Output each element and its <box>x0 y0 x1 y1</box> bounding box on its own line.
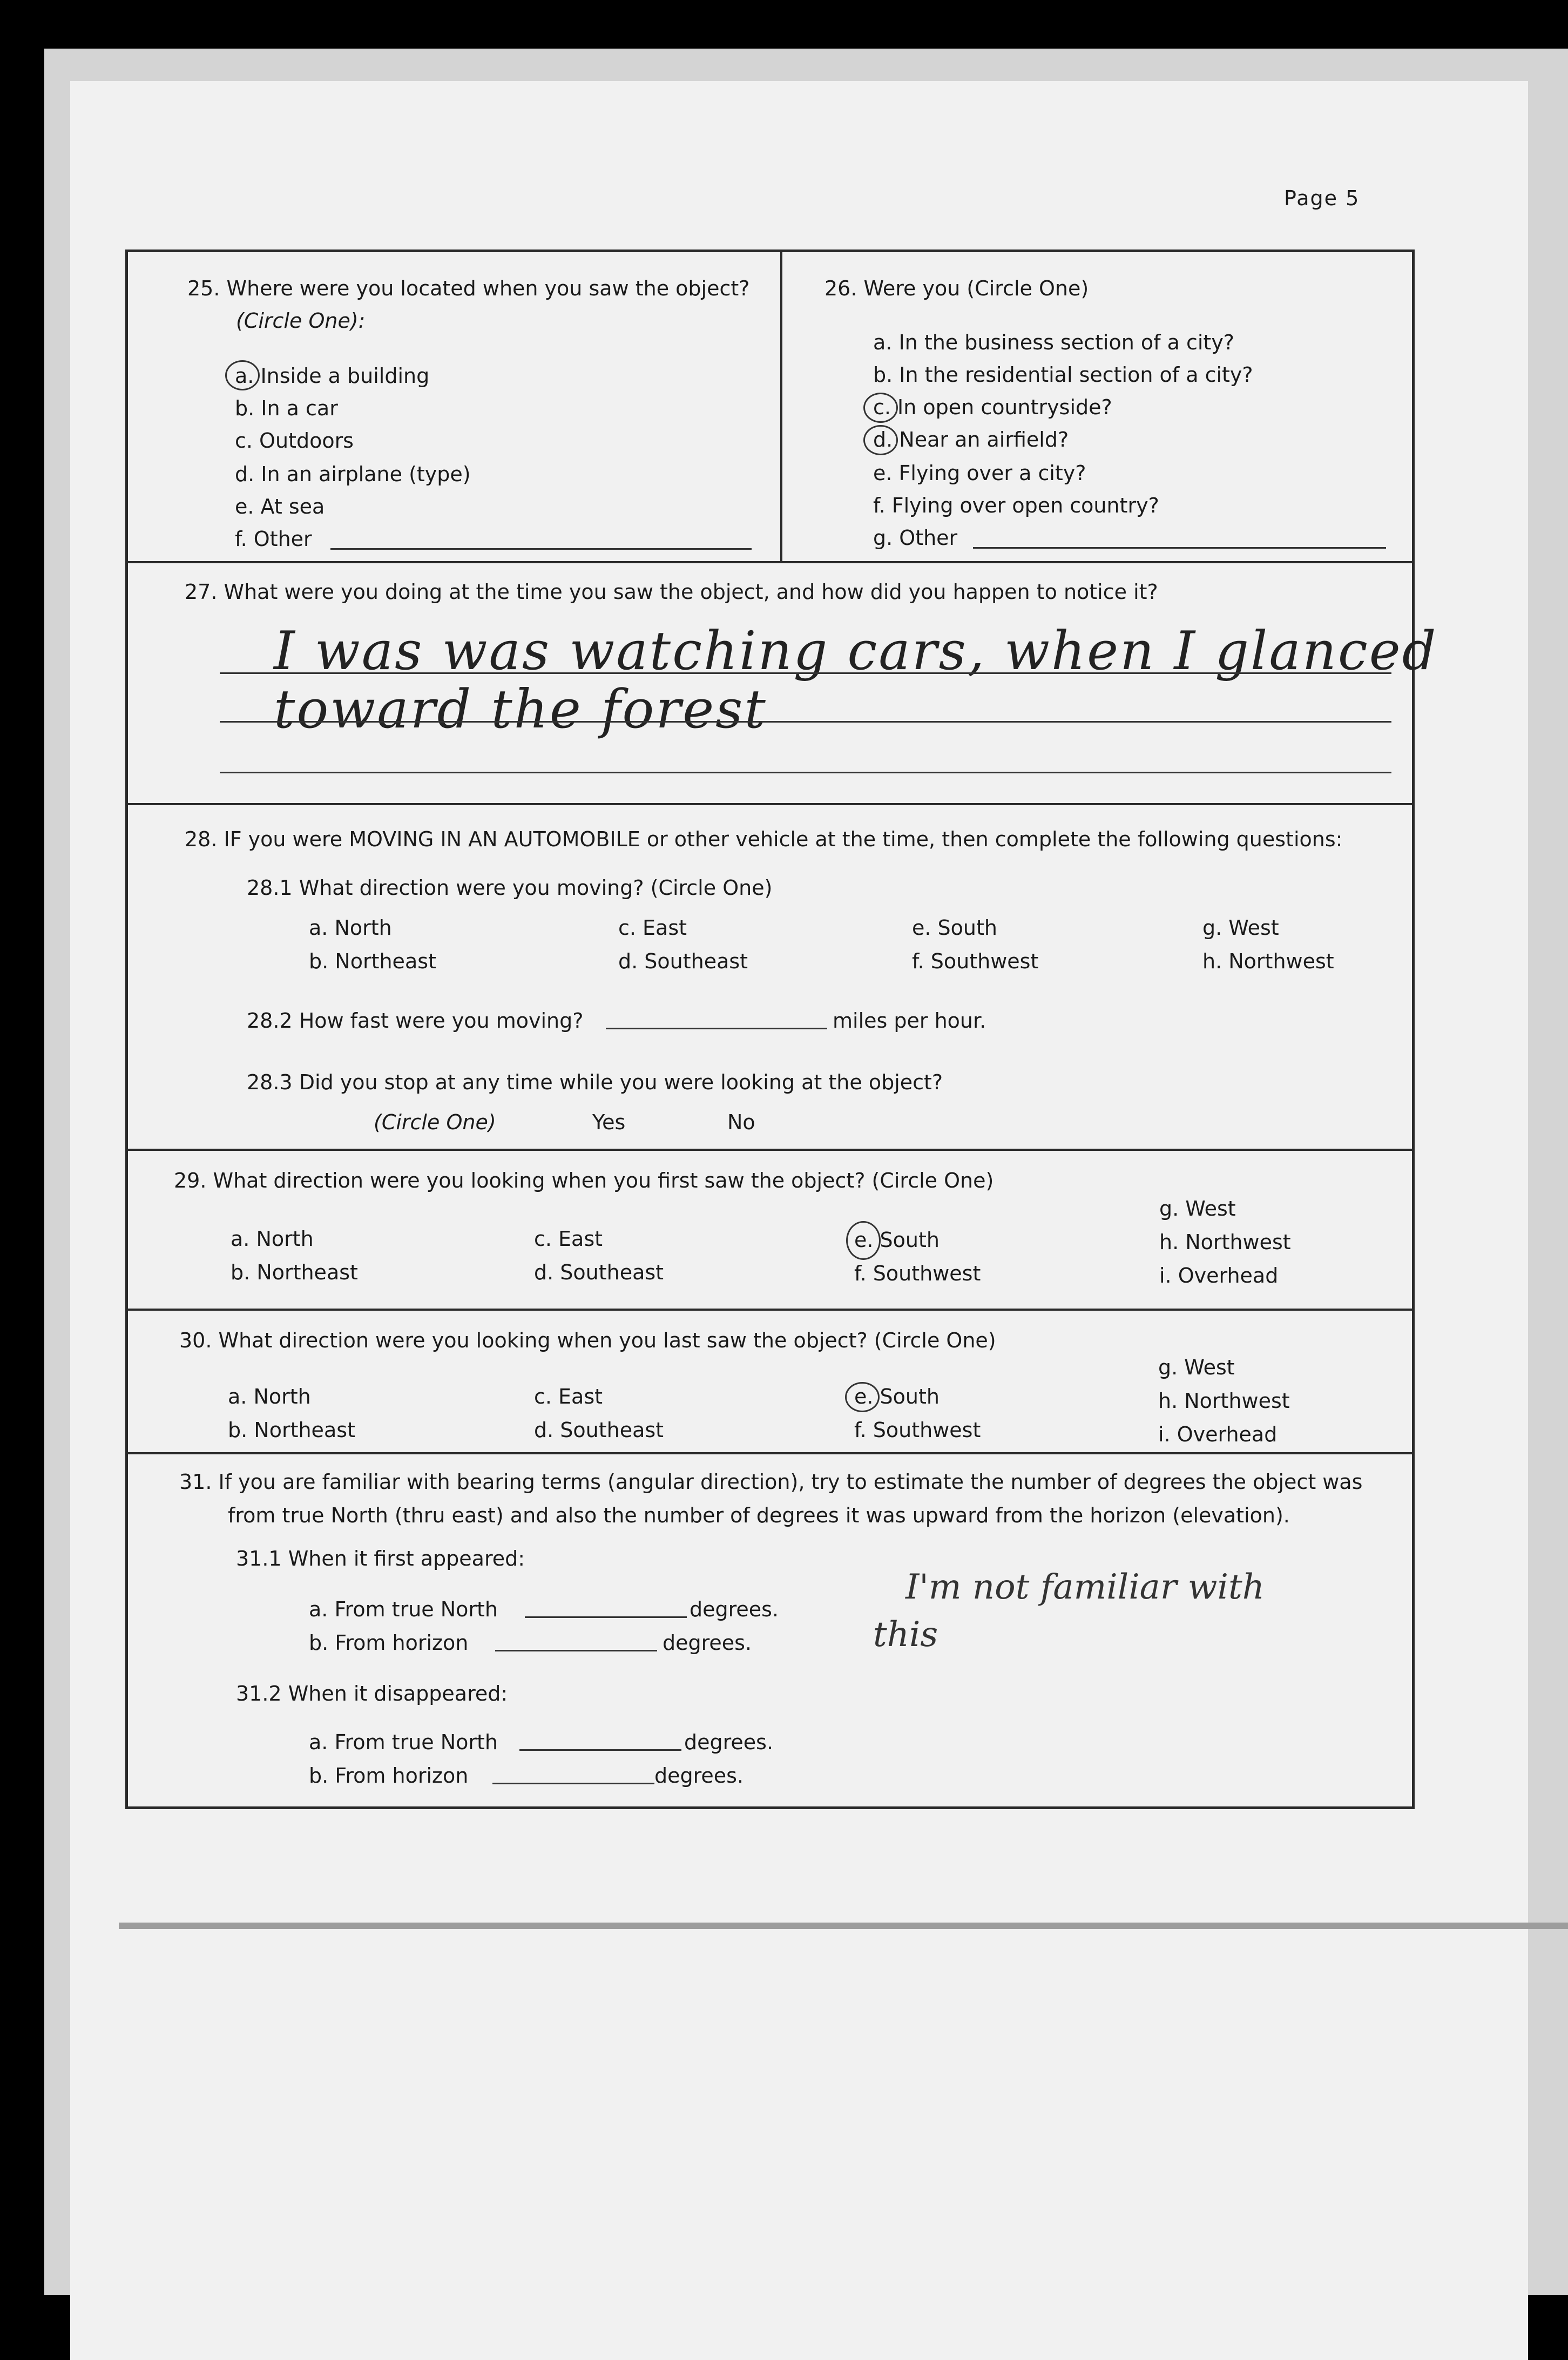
q31-handwritten-line-2: this <box>873 1615 938 1655</box>
q28-1-option-f: f. Southwest <box>912 949 1039 973</box>
q30-option-d: d. Southeast <box>534 1418 664 1442</box>
q28-1-option-e: e. South <box>912 916 997 940</box>
q30-option-g: g. West <box>1158 1356 1235 1379</box>
q31-question-line-2: from true North (thru east) and also the number of degrees it was upward from the horizon (elevation). <box>228 1503 1290 1527</box>
q26-other-line <box>973 547 1386 549</box>
page-edge <box>119 1923 1568 1929</box>
q28-3-yes: Yes <box>592 1110 626 1134</box>
q31-2-question: 31.2 When it disappeared: <box>236 1682 508 1705</box>
divider-28 <box>128 803 1412 805</box>
q30-option-e: e. South <box>854 1385 940 1408</box>
q30-option-f: f. Southwest <box>854 1418 981 1442</box>
q31-1-a: a. From true North <box>309 1597 498 1621</box>
q26-option-e: e. Flying over a city? <box>873 461 1086 485</box>
q25-other-line <box>330 548 752 550</box>
q28-question: 28. IF you were MOVING IN AN AUTOMOBILE or other vehicle at the time, then complete the following questions: <box>185 827 1343 851</box>
questionnaire-form <box>125 250 1438 1809</box>
q27-answer-line-3 <box>220 772 1391 773</box>
q29-option-c: c. East <box>534 1227 603 1251</box>
q31-2-b-degrees: degrees. <box>654 1764 744 1788</box>
q26-option-c: c. In open countryside? <box>873 395 1112 419</box>
q28-3-no: No <box>727 1110 755 1134</box>
q26-option-g: g. Other <box>873 526 958 550</box>
q28-2-answer-line <box>606 1028 827 1029</box>
q28-3-instruction: (Circle One) <box>374 1110 496 1134</box>
q26-option-f: f. Flying over open country? <box>873 494 1159 517</box>
divider-31 <box>128 1452 1412 1454</box>
q26-option-b: b. In the residential section of a city? <box>873 363 1253 387</box>
q29-option-i: i. Overhead <box>1159 1264 1279 1287</box>
q30-option-b: b. Northeast <box>228 1418 355 1442</box>
q25-option-f: f. Other <box>235 527 312 551</box>
q29-option-h: h. Northwest <box>1159 1230 1291 1254</box>
q28-2-suffix: miles per hour. <box>833 1009 986 1033</box>
q27-answer-line-2 <box>220 721 1391 723</box>
q31-2-a-degrees: degrees. <box>684 1730 774 1754</box>
q25-option-d: d. In an airplane (type) <box>235 462 471 486</box>
q31-2-a: a. From true North <box>309 1730 498 1754</box>
q28-2-question: 28.2 How fast were you moving? <box>247 1009 584 1033</box>
q28-1-option-h: h. Northwest <box>1202 949 1334 973</box>
q30-option-a: a. North <box>228 1385 311 1408</box>
q25-option-e: e. At sea <box>235 495 325 518</box>
q28-3-question: 28.3 Did you stop at any time while you were looking at the object? <box>247 1070 943 1094</box>
q31-1-a-line <box>525 1616 687 1618</box>
q31-1-question: 31.1 When it first appeared: <box>236 1547 525 1570</box>
q25-option-a: a. Inside a building <box>235 364 430 388</box>
q29-option-f: f. Southwest <box>854 1262 981 1285</box>
q28-1-option-d: d. Southeast <box>618 949 748 973</box>
q31-2-b: b. From horizon <box>309 1764 469 1788</box>
q26-option-d: d. Near an airfield? <box>873 428 1069 451</box>
q31-1-a-degrees: degrees. <box>690 1597 779 1621</box>
q29-option-e: e. South <box>854 1228 940 1252</box>
q31-question-line-1: 31. If you are familiar with bearing terms (angular direction), try to estimate the number of degrees the object was <box>179 1470 1363 1494</box>
page-number: Page 5 <box>1284 186 1360 210</box>
q27-question: 27. What were you doing at the time you saw the object, and how did you happen to notice it? <box>185 580 1158 604</box>
q26-question: 26. Were you (Circle One) <box>824 277 1089 300</box>
q25-q26-divider <box>780 252 782 561</box>
divider-29 <box>128 1149 1412 1151</box>
q28-1-option-g: g. West <box>1202 916 1279 940</box>
q25-instruction: (Circle One): <box>236 309 366 333</box>
q27-handwritten-line-2: toward the forest <box>274 679 767 740</box>
q29-option-b: b. Northeast <box>231 1260 358 1284</box>
q31-1-b-line <box>495 1650 657 1651</box>
q31-2-b-line <box>492 1783 654 1784</box>
q26-option-a: a. In the business section of a city? <box>873 331 1234 354</box>
q30-option-i: i. Overhead <box>1158 1422 1278 1446</box>
divider-27 <box>128 561 1412 563</box>
q30-question: 30. What direction were you looking when you last saw the object? (Circle One) <box>179 1329 996 1352</box>
q27-answer-line-1 <box>220 672 1391 674</box>
q31-1-b: b. From horizon <box>309 1631 469 1655</box>
q25-option-b: b. In a car <box>235 396 338 420</box>
q25-option-c: c. Outdoors <box>235 429 354 453</box>
q28-1-option-c: c. East <box>618 916 687 940</box>
q25-question: 25. Where were you located when you saw the object? <box>187 277 750 300</box>
q29-question: 29. What direction were you looking when you first saw the object? (Circle One) <box>174 1169 994 1192</box>
q31-handwritten-line-1: I'm not familiar with <box>905 1567 1265 1607</box>
q31-1-b-degrees: degrees. <box>663 1631 752 1655</box>
q30-option-h: h. Northwest <box>1158 1389 1290 1413</box>
q30-option-c: c. East <box>534 1385 603 1408</box>
q29-option-a: a. North <box>231 1227 314 1251</box>
q28-1-question: 28.1 What direction were you moving? (Circle One) <box>247 876 773 900</box>
q29-option-d: d. Southeast <box>534 1260 664 1284</box>
q31-2-a-line <box>519 1749 681 1751</box>
divider-30 <box>128 1309 1412 1311</box>
q29-option-g: g. West <box>1159 1197 1236 1221</box>
q28-1-option-a: a. North <box>309 916 392 940</box>
q28-1-option-b: b. Northeast <box>309 949 436 973</box>
q27-handwritten-line-1: I was was watching cars, when I glanced <box>274 621 1438 682</box>
